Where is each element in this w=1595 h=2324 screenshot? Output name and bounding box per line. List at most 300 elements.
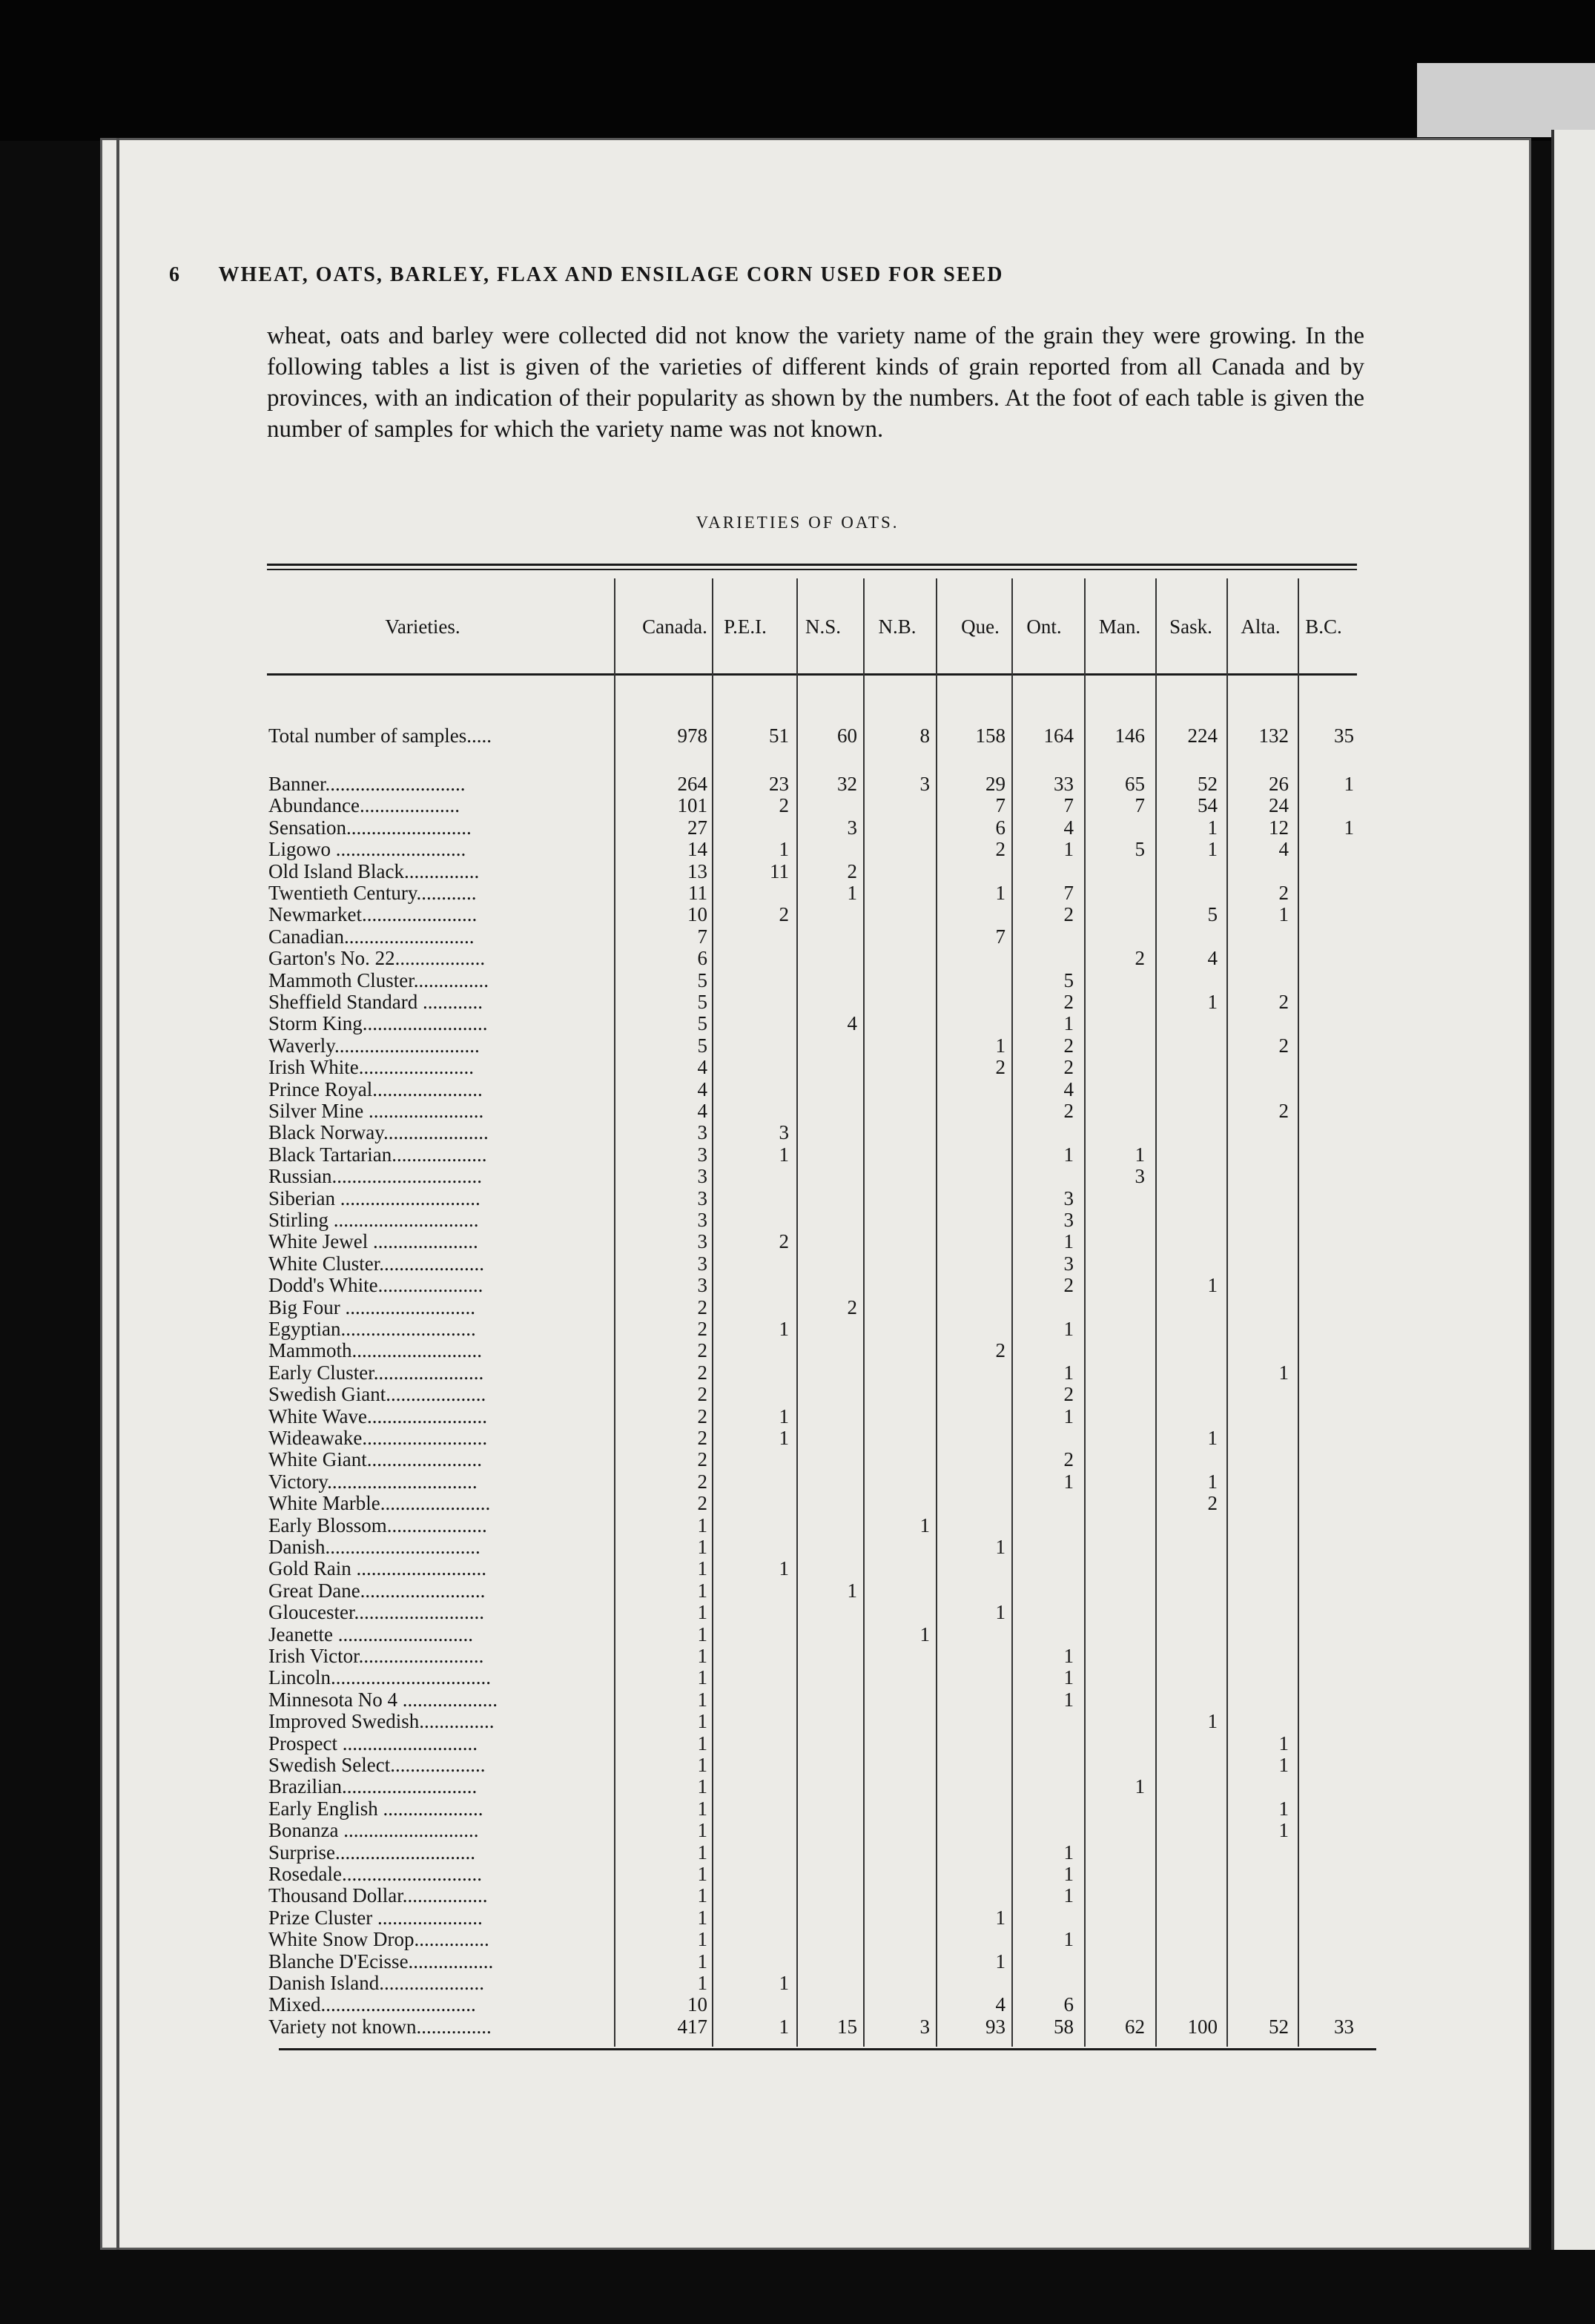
row-label: Sensation......................... bbox=[268, 817, 472, 839]
table-cell: 1 bbox=[995, 1536, 1005, 1558]
table-cell: 3 bbox=[919, 773, 930, 795]
row-label: Brazilian........................... bbox=[268, 1776, 478, 1798]
table-cell: 2 bbox=[847, 860, 857, 882]
table-cell: 1 bbox=[1344, 816, 1354, 839]
row-label: Abundance.................... bbox=[268, 795, 460, 816]
table-cell: 1 bbox=[1278, 1732, 1289, 1754]
column-header: Que. bbox=[961, 615, 1000, 638]
table-cell: 1 bbox=[1063, 1318, 1074, 1340]
row-label: Canadian.......................... bbox=[268, 926, 475, 948]
table-cell: 978 bbox=[677, 724, 707, 747]
table-row bbox=[0, 795, 1595, 816]
table-cell: 3 bbox=[697, 1165, 707, 1187]
row-label: Danish Island..................... bbox=[268, 1973, 484, 1994]
table-row bbox=[0, 882, 1595, 904]
table-cell: 3 bbox=[847, 816, 857, 839]
table-cell: 2 bbox=[1063, 991, 1074, 1013]
table-cell: 2 bbox=[847, 1296, 857, 1318]
table-cell: 1 bbox=[1135, 1775, 1145, 1798]
table-cell: 4 bbox=[697, 1100, 707, 1122]
table-cell: 5 bbox=[1207, 903, 1218, 925]
table-row bbox=[0, 1318, 1595, 1340]
table-row bbox=[0, 1711, 1595, 1732]
table-cell: 2 bbox=[697, 1383, 707, 1405]
table-row bbox=[0, 1645, 1595, 1667]
table-cell: 1 bbox=[697, 1972, 707, 1994]
row-label: Black Norway..................... bbox=[268, 1122, 489, 1143]
table-cell: 27 bbox=[687, 816, 707, 839]
table-cell: 1 bbox=[697, 1819, 707, 1841]
table-cell: 54 bbox=[1198, 794, 1218, 816]
table-cell: 3 bbox=[779, 1121, 789, 1143]
table-cell: 5 bbox=[1063, 969, 1074, 991]
table-cell: 7 bbox=[995, 925, 1005, 948]
table-cell: 1 bbox=[779, 1972, 789, 1994]
table-rule bbox=[279, 2048, 1376, 2050]
table-cell: 1 bbox=[1278, 903, 1289, 925]
row-label: Ligowo .......................... bbox=[268, 839, 466, 860]
table-cell: 3 bbox=[697, 1252, 707, 1275]
table-cell: 14 bbox=[687, 838, 707, 860]
table-row bbox=[0, 1253, 1595, 1275]
table-cell: 1 bbox=[1135, 1143, 1145, 1166]
table-cell: 1 bbox=[697, 1601, 707, 1623]
table-cell: 2 bbox=[697, 1492, 707, 1514]
table-cell: 3 bbox=[697, 1143, 707, 1166]
table-cell: 1 bbox=[995, 882, 1005, 904]
table-row bbox=[0, 861, 1595, 882]
table-cell: 1 bbox=[697, 1688, 707, 1711]
table-row bbox=[0, 1340, 1595, 1361]
table-cell: 1 bbox=[1207, 1427, 1218, 1449]
row-label: Newmarket....................... bbox=[268, 904, 478, 925]
table-cell: 2 bbox=[1207, 1492, 1218, 1514]
table-cell: 1 bbox=[1063, 1688, 1074, 1711]
table-cell: 7 bbox=[697, 925, 707, 948]
table-row bbox=[0, 1820, 1595, 1841]
table-row bbox=[0, 1907, 1595, 1929]
table-cell: 4 bbox=[1278, 838, 1289, 860]
table-cell: 29 bbox=[985, 773, 1005, 795]
table-row bbox=[0, 926, 1595, 948]
row-label: Improved Swedish............... bbox=[268, 1711, 495, 1732]
table-cell: 1 bbox=[697, 1798, 707, 1820]
table-cell: 158 bbox=[975, 724, 1005, 747]
table-row bbox=[0, 1079, 1595, 1100]
table-cell: 62 bbox=[1125, 2016, 1145, 2038]
row-label: Mammoth Cluster............... bbox=[268, 970, 489, 991]
table-row bbox=[0, 1994, 1595, 2016]
table-cell: 1 bbox=[697, 1536, 707, 1558]
table-rule bbox=[267, 569, 1357, 570]
table-cell: 1 bbox=[697, 1623, 707, 1645]
table-cell: 1 bbox=[1063, 1841, 1074, 1864]
table-row bbox=[0, 1144, 1595, 1166]
table-row bbox=[0, 1580, 1595, 1602]
table-row bbox=[0, 1013, 1595, 1034]
table-cell: 1 bbox=[779, 1143, 789, 1166]
running-header bbox=[169, 263, 1296, 287]
table-cell: 1 bbox=[1063, 1884, 1074, 1907]
table-cell: 52 bbox=[1269, 2016, 1289, 2038]
row-label: Early Blossom.................... bbox=[268, 1515, 487, 1536]
table-cell: 5 bbox=[697, 1034, 707, 1057]
table-cell: 100 bbox=[1187, 2016, 1218, 2038]
table-cell: 1 bbox=[697, 1645, 707, 1667]
table-row bbox=[0, 1798, 1595, 1820]
table-cell: 1 bbox=[697, 1579, 707, 1602]
table-cell: 7 bbox=[995, 794, 1005, 816]
table-cell: 3 bbox=[1135, 1165, 1145, 1187]
running-title: WHEAT, OATS, BARLEY, FLAX AND ENSILAGE CORN USED FOR SEED bbox=[218, 263, 1004, 286]
table-cell: 1 bbox=[1063, 1230, 1074, 1252]
table-cell: 93 bbox=[985, 2016, 1005, 2038]
table-cell: 2 bbox=[697, 1470, 707, 1493]
table-cell: 11 bbox=[688, 882, 707, 904]
table-cell: 3 bbox=[1063, 1252, 1074, 1275]
table-row bbox=[0, 1536, 1595, 1558]
row-label: Victory.............................. bbox=[268, 1471, 478, 1493]
row-label: Blanche D'Ecisse................. bbox=[268, 1951, 494, 1973]
table-cell: 1 bbox=[697, 1775, 707, 1798]
row-label: Prize Cluster ..................... bbox=[268, 1907, 483, 1929]
table-cell: 2 bbox=[697, 1318, 707, 1340]
row-label: Surprise............................ bbox=[268, 1842, 475, 1864]
table-row bbox=[0, 1558, 1595, 1579]
row-label: Storm King......................... bbox=[268, 1013, 488, 1034]
table-row bbox=[0, 1602, 1595, 1623]
table-row bbox=[0, 1406, 1595, 1427]
table-cell: 1 bbox=[697, 1863, 707, 1885]
table-row bbox=[0, 1209, 1595, 1231]
table-cell: 3 bbox=[697, 1209, 707, 1231]
table-cell: 1 bbox=[779, 838, 789, 860]
row-label: Bonanza ........................... bbox=[268, 1820, 479, 1841]
table-cell: 10 bbox=[687, 903, 707, 925]
row-label: Gloucester.......................... bbox=[268, 1602, 484, 1623]
row-label: Banner............................ bbox=[268, 773, 466, 795]
table-cell: 2 bbox=[1278, 991, 1289, 1013]
row-label: Big Four .......................... bbox=[268, 1297, 476, 1318]
table-cell: 2 bbox=[1135, 947, 1145, 969]
table-cell: 1 bbox=[995, 1034, 1005, 1057]
table-cell: 11 bbox=[770, 860, 789, 882]
table-row bbox=[0, 1166, 1595, 1187]
table-row bbox=[0, 1471, 1595, 1493]
table-cell: 2 bbox=[1063, 1383, 1074, 1405]
table-cell: 4 bbox=[1063, 816, 1074, 839]
table-cell: 2 bbox=[995, 838, 1005, 860]
table-cell: 1 bbox=[995, 1907, 1005, 1929]
row-label: Rosedale............................ bbox=[268, 1864, 482, 1885]
table-cell: 5 bbox=[697, 991, 707, 1013]
table-cell: 32 bbox=[837, 773, 857, 795]
table-cell: 2 bbox=[779, 903, 789, 925]
table-cell: 3 bbox=[697, 1230, 707, 1252]
table-cell: 52 bbox=[1198, 773, 1218, 795]
table-cell: 2 bbox=[1063, 1274, 1074, 1296]
table-row bbox=[0, 1973, 1595, 1994]
table-cell: 1 bbox=[697, 1710, 707, 1732]
table-cell: 7 bbox=[1135, 794, 1145, 816]
table-cell: 1 bbox=[1207, 1470, 1218, 1493]
row-label: Mixed............................... bbox=[268, 1994, 476, 2016]
row-label: Twentieth Century............ bbox=[268, 882, 477, 904]
table-cell: 1 bbox=[1063, 1863, 1074, 1885]
row-label: Jeanette ........................... bbox=[268, 1624, 473, 1645]
table-cell: 2 bbox=[995, 1056, 1005, 1078]
table-cell: 10 bbox=[687, 1993, 707, 2016]
table-cell: 1 bbox=[1063, 1405, 1074, 1427]
row-label: Mammoth.......................... bbox=[268, 1340, 482, 1361]
table-cell: 1 bbox=[697, 1928, 707, 1950]
table-cell: 1 bbox=[1063, 1928, 1074, 1950]
table-row bbox=[0, 1689, 1595, 1711]
table-row bbox=[0, 1035, 1595, 1057]
table-cell: 132 bbox=[1258, 724, 1289, 747]
row-label: Danish............................... bbox=[268, 1536, 481, 1558]
table-cell: 6 bbox=[697, 947, 707, 969]
table-row bbox=[0, 2016, 1595, 2038]
row-label: Sheffield Standard ............ bbox=[268, 991, 483, 1013]
table-cell: 264 bbox=[677, 773, 707, 795]
table-row bbox=[0, 1885, 1595, 1907]
table-row bbox=[0, 1449, 1595, 1470]
row-label: Early Cluster...................... bbox=[268, 1362, 484, 1384]
column-header: N.S. bbox=[805, 615, 841, 638]
table-cell: 51 bbox=[769, 724, 789, 747]
table-cell: 24 bbox=[1269, 794, 1289, 816]
table-cell: 7 bbox=[1063, 882, 1074, 904]
table-row bbox=[0, 1667, 1595, 1688]
row-label: Gold Rain .......................... bbox=[268, 1558, 486, 1579]
scan-artifact bbox=[1417, 63, 1595, 137]
table-row bbox=[0, 1733, 1595, 1754]
column-header: Sask. bbox=[1169, 615, 1212, 638]
table-cell: 12 bbox=[1269, 816, 1289, 839]
table-cell: 65 bbox=[1125, 773, 1145, 795]
table-cell: 1 bbox=[1063, 1470, 1074, 1493]
table-cell: 2 bbox=[1063, 1448, 1074, 1470]
total-row bbox=[0, 725, 1595, 747]
table-cell: 35 bbox=[1334, 724, 1354, 747]
table-cell: 15 bbox=[837, 2016, 857, 2038]
row-label: Lincoln................................ bbox=[268, 1667, 491, 1688]
table-cell: 7 bbox=[1063, 794, 1074, 816]
table-cell: 2 bbox=[1278, 1034, 1289, 1057]
row-label: Prince Royal...................... bbox=[268, 1079, 483, 1100]
table-cell: 2 bbox=[1278, 1100, 1289, 1122]
table-cell: 224 bbox=[1187, 724, 1218, 747]
table-cell: 4 bbox=[847, 1012, 857, 1034]
table-cell: 4 bbox=[995, 1993, 1005, 2016]
row-label: Stirling ............................. bbox=[268, 1209, 479, 1231]
table-cell: 2 bbox=[697, 1427, 707, 1449]
table-row bbox=[0, 1754, 1595, 1776]
table-cell: 2 bbox=[697, 1405, 707, 1427]
table-row bbox=[0, 904, 1595, 925]
table-cell: 6 bbox=[1063, 1993, 1074, 2016]
column-header: B.C. bbox=[1305, 615, 1342, 638]
table-cell: 1 bbox=[1207, 838, 1218, 860]
table-cell: 1 bbox=[1278, 1798, 1289, 1820]
table-cell: 4 bbox=[1207, 947, 1218, 969]
table-cell: 60 bbox=[837, 724, 857, 747]
table-cell: 1 bbox=[919, 1623, 930, 1645]
row-label: Swedish Giant.................... bbox=[268, 1384, 486, 1405]
table-cell: 101 bbox=[677, 794, 707, 816]
row-label: Silver Mine ....................... bbox=[268, 1100, 484, 1122]
table-row bbox=[0, 991, 1595, 1013]
table-row bbox=[0, 839, 1595, 860]
table-cell: 1 bbox=[779, 2016, 789, 2038]
table-cell: 33 bbox=[1334, 2016, 1354, 2038]
table-cell: 6 bbox=[995, 816, 1005, 839]
row-label: Thousand Dollar................. bbox=[268, 1885, 488, 1907]
table-cell: 4 bbox=[697, 1056, 707, 1078]
table-row bbox=[0, 1864, 1595, 1885]
table-cell: 1 bbox=[697, 1732, 707, 1754]
table-cell: 1 bbox=[1278, 1819, 1289, 1841]
table-cell: 2 bbox=[1063, 1034, 1074, 1057]
table-row bbox=[0, 1100, 1595, 1122]
table-cell: 4 bbox=[1063, 1078, 1074, 1100]
column-header: N.B. bbox=[878, 615, 917, 638]
row-label: White Snow Drop............... bbox=[268, 1929, 489, 1950]
table-cell: 1 bbox=[847, 1579, 857, 1602]
table-cell: 2 bbox=[1063, 1100, 1074, 1122]
column-header: Man. bbox=[1098, 615, 1141, 638]
table-row bbox=[0, 773, 1595, 795]
table-row bbox=[0, 1929, 1595, 1950]
row-label: Total number of samples..... bbox=[268, 725, 492, 747]
column-header: Varieties. bbox=[385, 615, 460, 638]
table-cell: 1 bbox=[697, 1754, 707, 1776]
table-row bbox=[0, 1231, 1595, 1252]
table-cell: 33 bbox=[1054, 773, 1074, 795]
row-label: White Cluster..................... bbox=[268, 1253, 484, 1275]
row-label: Swedish Select................... bbox=[268, 1754, 486, 1776]
table-cell: 3 bbox=[1063, 1209, 1074, 1231]
table-row bbox=[0, 1515, 1595, 1536]
table-title: VARIETIES OF OATS. bbox=[696, 513, 899, 532]
table-cell: 2 bbox=[779, 794, 789, 816]
row-label: Prospect ........................... bbox=[268, 1733, 478, 1754]
table-cell: 2 bbox=[995, 1339, 1005, 1361]
row-label: White Marble...................... bbox=[268, 1493, 491, 1514]
table-cell: 1 bbox=[697, 1907, 707, 1929]
table-cell: 1 bbox=[1278, 1361, 1289, 1384]
table-cell: 1 bbox=[697, 1557, 707, 1579]
table-cell: 1 bbox=[697, 1884, 707, 1907]
table-cell: 2 bbox=[697, 1448, 707, 1470]
row-label: Minnesota No 4 ................... bbox=[268, 1689, 498, 1711]
table-cell: 1 bbox=[1063, 1666, 1074, 1688]
row-label: Great Dane......................... bbox=[268, 1580, 486, 1602]
table-cell: 5 bbox=[697, 969, 707, 991]
table-cell: 2 bbox=[1063, 1056, 1074, 1078]
table-cell: 3 bbox=[919, 2016, 930, 2038]
table-cell: 1 bbox=[779, 1318, 789, 1340]
row-label: Irish White....................... bbox=[268, 1057, 474, 1078]
row-label: White Giant....................... bbox=[268, 1449, 482, 1470]
table-cell: 1 bbox=[1063, 1645, 1074, 1667]
table-cell: 3 bbox=[697, 1121, 707, 1143]
row-label: Waverly............................. bbox=[268, 1035, 480, 1057]
row-label: Black Tartarian................... bbox=[268, 1144, 487, 1166]
table-cell: 3 bbox=[697, 1187, 707, 1209]
page-number: 6 bbox=[169, 263, 181, 286]
table-row bbox=[0, 1122, 1595, 1143]
table-cell: 1 bbox=[1278, 1754, 1289, 1776]
scan-border-top bbox=[0, 0, 1595, 141]
column-header: P.E.I. bbox=[724, 615, 767, 638]
row-label: Dodd's White..................... bbox=[268, 1275, 483, 1296]
table-cell: 2 bbox=[697, 1361, 707, 1384]
table-cell: 2 bbox=[1278, 882, 1289, 904]
table-cell: 1 bbox=[697, 1950, 707, 1973]
table-cell: 2 bbox=[697, 1339, 707, 1361]
intro-paragraph: wheat, oats and barley were collected did not know the variety name of the grain they were growing. In the following tables a list is given of the varieties of different kinds of grain reported from all Canada and by provinces, with an indication of their popularity as shown by the numbers. At the foot of each table is given the number of samples for which the variety name was not known. bbox=[267, 323, 1364, 443]
table-cell: 2 bbox=[779, 1230, 789, 1252]
row-label: Egyptian........................... bbox=[268, 1318, 476, 1340]
table-cell: 1 bbox=[779, 1557, 789, 1579]
table-cell: 1 bbox=[847, 882, 857, 904]
table-row bbox=[0, 948, 1595, 969]
column-header: Ont. bbox=[1026, 615, 1062, 638]
table-row bbox=[0, 1427, 1595, 1449]
table-cell: 417 bbox=[677, 2016, 707, 2038]
row-label: White Jewel ..................... bbox=[268, 1231, 478, 1252]
column-header: Alta. bbox=[1241, 615, 1281, 638]
row-label: Early English .................... bbox=[268, 1798, 483, 1820]
row-label: Russian.............................. bbox=[268, 1166, 483, 1187]
table-cell: 1 bbox=[697, 1841, 707, 1864]
table-row bbox=[0, 817, 1595, 839]
row-label: Old Island Black............... bbox=[268, 861, 480, 882]
table-cell: 1 bbox=[697, 1666, 707, 1688]
table-cell: 1 bbox=[1063, 1143, 1074, 1166]
table-cell: 1 bbox=[779, 1405, 789, 1427]
scan-border-bottom bbox=[0, 2250, 1595, 2324]
table-cell: 1 bbox=[1207, 1710, 1218, 1732]
table-cell: 1 bbox=[1344, 773, 1354, 795]
table-rule bbox=[267, 673, 1357, 676]
table-cell: 2 bbox=[1063, 903, 1074, 925]
row-label: Garton's No. 22.................. bbox=[268, 948, 486, 969]
table-cell: 5 bbox=[697, 1012, 707, 1034]
row-label: Irish Victor......................... bbox=[268, 1645, 484, 1667]
table-cell: 1 bbox=[697, 1514, 707, 1536]
table-cell: 13 bbox=[687, 860, 707, 882]
table-cell: 8 bbox=[919, 724, 930, 747]
table-cell: 1 bbox=[995, 1601, 1005, 1623]
table-cell: 23 bbox=[769, 773, 789, 795]
table-row bbox=[0, 1362, 1595, 1384]
table-row bbox=[0, 1493, 1595, 1514]
table-row bbox=[0, 970, 1595, 991]
table-cell: 1 bbox=[995, 1950, 1005, 1973]
table-row bbox=[0, 1057, 1595, 1078]
table-row bbox=[0, 1297, 1595, 1318]
table-row bbox=[0, 1624, 1595, 1645]
table-cell: 1 bbox=[1207, 991, 1218, 1013]
table-cell: 1 bbox=[779, 1427, 789, 1449]
table-cell: 4 bbox=[697, 1078, 707, 1100]
table-rule bbox=[267, 564, 1357, 566]
row-label: Variety not known............... bbox=[268, 2016, 492, 2038]
table-row bbox=[0, 1776, 1595, 1798]
